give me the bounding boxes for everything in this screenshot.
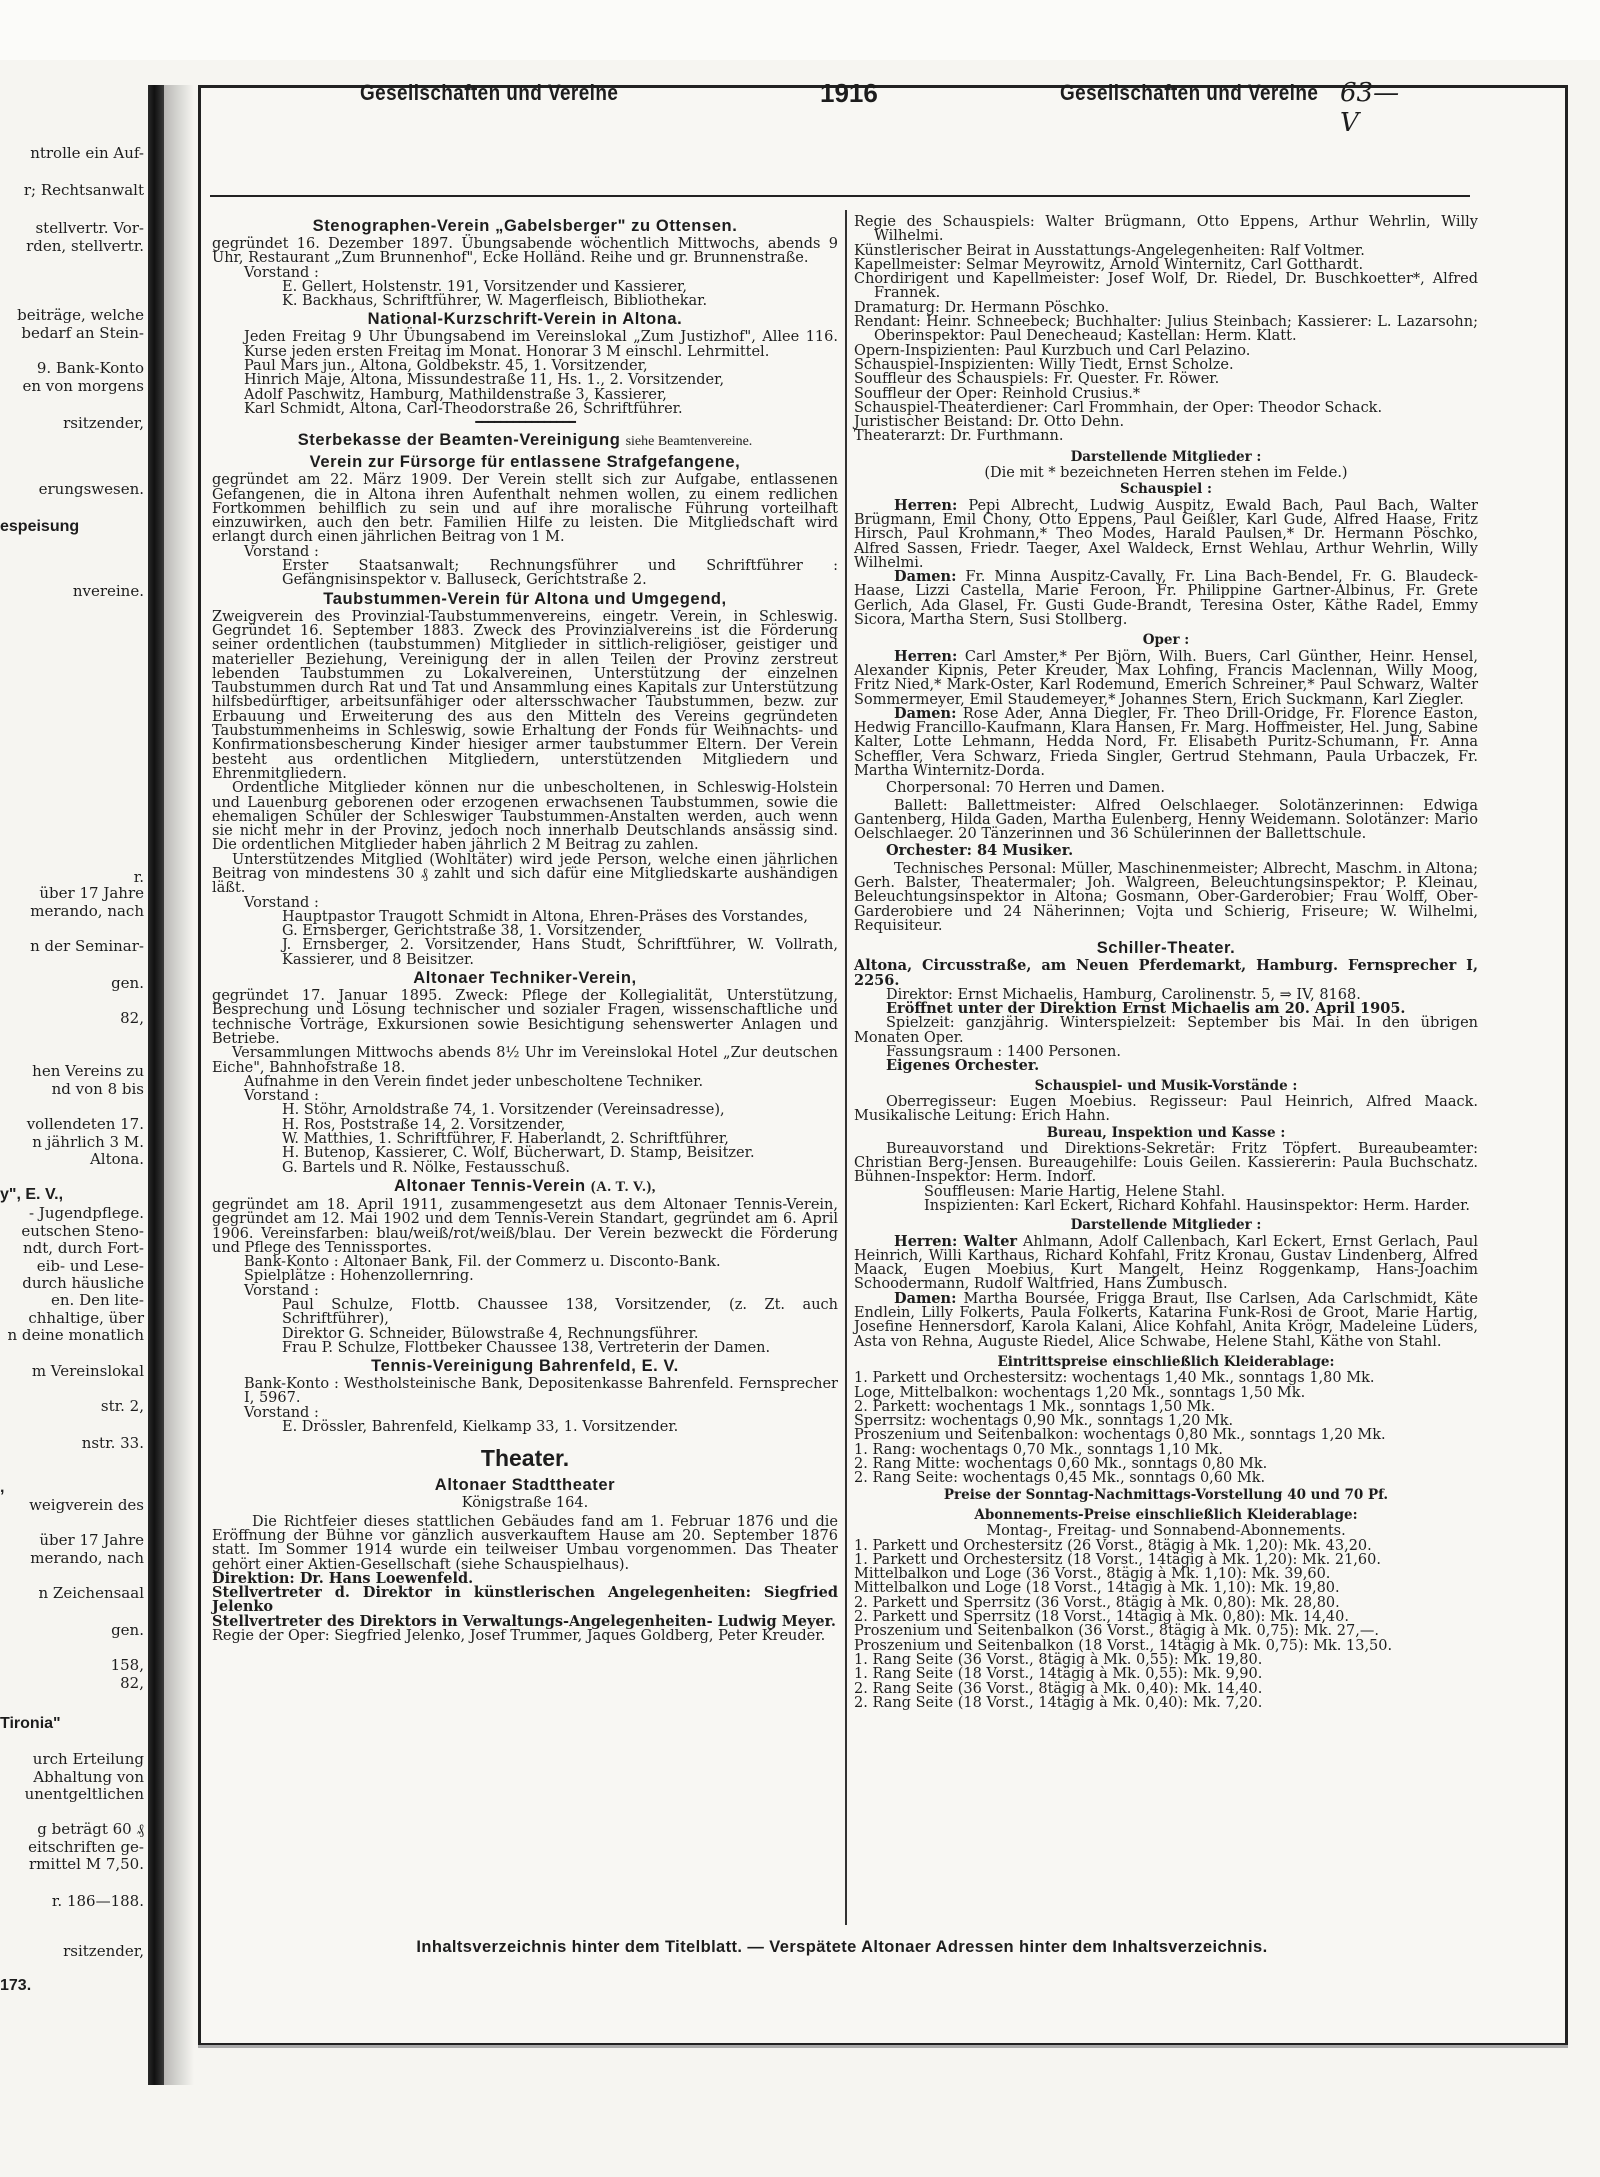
cast-list — [854, 1289, 1478, 1350]
entry-kurzschrift-verein — [212, 310, 838, 430]
member-line: H. Butenop, Kassierer, C. Wolf, Bücherwart, D. Stamp, Beisitzer. — [282, 1145, 755, 1162]
member-line: Paul Mars jun., Altona, Goldbekstr. 45, 1. Vorsitzender, — [244, 358, 648, 375]
price-line: 2. Rang Mitte: wochentags 0,60 Mk., sonntags 0,80 Mk. — [854, 1456, 1268, 1473]
prev-page-line: rden, stellvertr. — [26, 238, 144, 255]
prev-page-line: chhaltige, über — [28, 1310, 144, 1327]
prev-page-line: r. 186—188. — [51, 1893, 144, 1910]
price-line: 1. Parkett und Orchestersitz: wochentags 1,40 Mk., sonntags 1,80 Mk. — [854, 1370, 1375, 1387]
scan-margin — [0, 0, 1600, 60]
vorstand-label: Vorstand : — [244, 543, 319, 560]
prev-page-line: Tironia" — [0, 1715, 61, 1732]
prev-page-line: rsitzender, — [63, 1943, 144, 1960]
prev-page-line: en von morgens — [22, 378, 144, 395]
staff-line: Schauspiel-Theaterdiener: Carl Frommhain, der Oper: Theodor Schack. — [854, 399, 1383, 416]
entry-title: Altonaer Techniker-Verein, — [413, 969, 637, 988]
entry-schiller-theater — [854, 939, 1478, 1710]
prev-page-line: merando, nach — [30, 903, 144, 920]
prev-page-line: g beträgt 60 ₰ — [37, 1821, 144, 1838]
vorstand-label: Vorstand : — [244, 894, 319, 911]
member-line: K. Backhaus, Schriftführer, W. Magerfleisch, Bibliothekar. — [282, 293, 708, 310]
prev-page-line: n der Seminar- — [30, 938, 144, 955]
entry-text: gegründet 17. Januar 1895. Zweck: Pflege der Kollegialität, Unterstützung, Besprechung und Lösung technischer und sozialer Fragen, wissenschaftliche und technische Vorträge, Exkursionen sowie Besichtigung sehenswerter Anlagen und Betriebe. — [212, 988, 838, 1047]
running-head — [190, 78, 1410, 138]
stadttheater-staff-list — [854, 215, 1478, 444]
prev-page-line: unentgeltlichen — [24, 1786, 144, 1803]
price-line: Proszenium und Seitenbalkon (36 Vorst., 8tägig à Mk. 0,75): Mk. 27,—. — [854, 1623, 1379, 1640]
divider-ornament: ━━━━━━━━━━━━━━━━ — [475, 415, 575, 430]
prev-page-line: rsitzender, — [63, 415, 144, 432]
cast-label: Herren: Walter — [894, 1232, 1018, 1250]
vorstand-label: Vorstand : — [244, 1282, 319, 1299]
subheading: Bureau, Inspektion und Kasse : — [1046, 1124, 1286, 1141]
subheading: Eintrittspreise einschließlich Kleiderablage: — [997, 1353, 1335, 1370]
price-line: 1. Rang Seite (36 Vorst., 8tägig à Mk. 0,55): Mk. 19,80. — [854, 1651, 1263, 1668]
price-line: 2. Rang Seite (18 Vorst., 14tägig à Mk. 0,40): Mk. 7,20. — [854, 1694, 1263, 1711]
subheading: Oper : — [1142, 632, 1190, 649]
prev-page-line: weigverein des — [29, 1497, 144, 1514]
entry-text: Bank-Konto : Westholsteinische Bank, Depositenkasse Bahrenfeld. Fernsprecher I, 5967. — [244, 1376, 838, 1407]
prev-page-line: r; Rechtsanwalt — [23, 182, 144, 199]
entry-text: Unterstützendes Mitglied (Wohltäter) wird jede Person, welche einen jährlichen Beitrag von mindestens 30 ₰ zahlt und sich dafür eine Mitgliedskarte aushändigen läßt. — [212, 851, 838, 897]
cast-names: Martha Boursée, Frigga Braut, Ilse Carlsen, Ada Carlschmidt, Käte Endlein, Lilly Folkerts, Paula Folkerts, Katarina Funk-Rosi de Groot, Marie Hartig, Josefine Hennersdorf, Karola Kalani, Alice Kohfahl, Anita Krögr, Madeleine Lüders, Asta von Rehna, Auguste Riedel, Alice Schwabe, Helene Stahl, Käthe von Stahl. — [854, 1290, 1478, 1350]
subheading: Schauspiel : — [1120, 481, 1212, 498]
member-line: Adolf Paschwitz, Hamburg, Mathildenstraße 3, Kassierer, — [244, 386, 667, 403]
member-line: W. Matthies, 1. Schriftführer, F. Haberlandt, 2. Schriftführer, — [282, 1131, 729, 1148]
entry-text: gegründet am 18. April 1911, zusammengesetzt aus dem Altonaer Tennis-Verein, gegründet am 12. Mai 1902 und dem Tennis-Verein Standart, gegründet am 6. April 1906. Vereinsfarben: blau/weiß/rot/weiß/blau. Der Verein bezweckt die Förderung und Pflege des Tennissportes. — [212, 1196, 838, 1256]
cast-list — [854, 1232, 1478, 1293]
staff-line: Rendant: Heinr. Schneebeck; Buchhalter: Julius Steinbach; Kassierer: L. Lazarsohn; Oberinspektor: Paul Denecheaud; Kastellan: Herm. Klatt. — [854, 314, 1478, 345]
prev-page-line: eib- und Lese- — [36, 1258, 144, 1275]
prev-page-line: nvereine. — [72, 583, 144, 600]
prev-page-line: 173. — [0, 1977, 32, 1994]
price-list — [854, 1371, 1478, 1485]
entry-address: Königstraße 164. — [461, 1495, 589, 1512]
entry-title — [212, 1177, 838, 1197]
member-line: Hauptpastor Traugott Schmidt in Altona, Ehren-Präses des Vorstandes, — [282, 908, 808, 925]
price-line: Proszenium und Seitenbalkon: wochentags 0,80 Mk., sonntags 1,20 Mk. — [854, 1427, 1386, 1444]
entry-text: gegründet am 22. März 1909. Der Verein stellt sich zur Aufgabe, entlassenen Gefangenen, die in Altona ihren Aufenthalt nehmen wollen, zu einem redlichen Fortkommen behilflich zu sein und auf ihre moralische Führung vorteilhaft einzuwirken, auch den betr. Familien Hilfe zu leisten. Die Mitgliedschaft wird erlangt durch einen jährlichen Beitrag von 1 M. — [212, 472, 838, 546]
entry-text: Jeden Freitag 9 Uhr Übungsabend im Vereinslokal „Zum Justizhof", Allee 116. Kurse jeden ersten Freitag im Monat. Honorar 3 M einschl. Lehrmittel. — [244, 329, 838, 360]
header-right: Gesellschaften und Vereine — [1060, 80, 1319, 105]
prev-page-line: Altona. — [89, 1151, 144, 1168]
subheading: Darstellende Mitglieder : — [1070, 448, 1262, 465]
page-number: 63—V — [1340, 78, 1400, 138]
price-line: Mittelbalkon und Loge (18 Vorst., 14tägig à Mk. 1,10): Mk. 19,80. — [854, 1580, 1340, 1597]
cast-names: Ahlmann, Adolf Callenbach, Karl Eckert, Ernst Gerlach, Paul Heinrich, Willi Karthaus, Richard Kohfahl, Fritz Kronau, Gustav Lindenberg, Alfred Maack, Eugen Moebius, Kurt Mangelt, Heinz Roggenkamp, Hans-Joachim Schoodermann, Rudolf Waltfried, Hans Zumbusch. — [854, 1233, 1478, 1293]
entry-text: Versammlungen Mittwochs abends 8½ Uhr im Vereinslokal Hotel „Zur deutschen Eiche", Bahnhofstraße 18. — [212, 1045, 838, 1076]
entry-text: Inspizienten: Karl Eckert, Richard Kohfahl. Hausinspektor: Herm. Harder. — [924, 1198, 1471, 1214]
entry-text: Direktor: Ernst Michaelis, Hamburg, Carolinenstr. 5, ⇒ IV, 8168. — [886, 986, 1361, 1003]
staff-line: Theaterarzt: Dr. Furthmann. — [854, 428, 1064, 445]
prev-page-line: nd von 8 bis — [51, 1081, 144, 1098]
member-line: Karl Schmidt, Altona, Carl-Theodorstraße 26, Schriftführer. — [244, 400, 683, 417]
ensemble-line: Ballett: Ballettmeister: Alfred Oelschlaeger. Solotänzerinnen: Edwiga Gantenberg, Hilda Gaden, Martha Eulenberg, Henny Weidemann. Solotänzer: Mario Oelschlaeger. 20 Tänzerinnen und 36 Schülerinnen der Ballettschule. — [854, 797, 1478, 843]
prev-page-line: m Vereinslokal — [31, 1363, 144, 1380]
prev-page-line: , — [0, 1479, 5, 1496]
prev-page-line: - Jugendpflege. — [29, 1205, 144, 1222]
staff-line: Regie der Oper: Siegfried Jelenko, Josef Trummer, Jaques Goldberg, Peter Kreuder. — [212, 1628, 826, 1645]
previous-page-fragment — [0, 85, 148, 2085]
prev-page-line: vollendeten 17. — [26, 1116, 144, 1133]
cast-names: Fr. Minna Auspitz-Cavally, Fr. Lina Bach-Bendel, Fr. G. Blaudeck-Haase, Lizzi Castella, Marie Feroon, Fr. Philippine Gartner-Albinus, Fr. Grete Gerlich, Ada Glasel, Fr. Gusti Gude-Brandt, Teresina Oster, Käthe Radel, Emmy Sicora, Martha Stern, Susi Stollberg. — [854, 569, 1478, 629]
entry-note: siehe Beamtenvereine. — [625, 434, 753, 450]
prev-page-line: urch Erteilung — [32, 1751, 144, 1768]
prev-page-line: r. — [133, 869, 144, 886]
cast-names: Carl Amster,* Per Björn, Wilh. Buers, Carl Günther, Heinr. Hensel, Alexander Kipnis, Peter Kreuder, Max Lohfing, Francis Maclennan, Willy Moog, Fritz Nied,* Mark-Oster, Karl Rodemund, Emerich Schreiner,* Paul Schwarz, Walter Sommermeyer, Emil Staudemeyer,* Johannes Stern, Erich Suckmann, Karl Ziegler. — [854, 648, 1479, 708]
prev-page-line: n jährlich 3 M. — [32, 1134, 144, 1151]
prev-page-line: y", E. V., — [0, 1186, 64, 1203]
price-line: 2. Rang Seite (36 Vorst., 8tägig à Mk. 0,40): Mk. 14,40. — [854, 1680, 1263, 1697]
entry-text: Bureauvorstand und Direktions-Sekretär: Fritz Töpfert. Bureaubeamter: Christian Berg-Jensen. Bureaugehilfe: Louis Geilen. Kassiererin: Paula Buchschatz. Bühnen-Inspektor: Herm. Indorf. — [854, 1140, 1478, 1186]
header-left: Gesellschaften und Vereine — [360, 80, 619, 105]
entry-text: Aufnahme in den Verein findet jeder unbescholtene Techniker. — [244, 1073, 704, 1090]
subheading-note: Montag-, Freitag- und Sonnabend-Abonnements. — [986, 1523, 1346, 1540]
staff-line: Juristischer Beistand: Dr. Otto Dehn. — [854, 414, 1125, 431]
staff-line: Künstlerischer Beirat in Ausstattungs-Angelegenheiten: Ralf Voltmer. — [854, 242, 1365, 259]
prev-page-line: 158, — [110, 1657, 144, 1674]
prev-page-line: ndt, durch Fort- — [23, 1240, 144, 1257]
prev-page-line: espeisung — [0, 518, 80, 535]
entry-address: Altona, Circusstraße, am Neuen Pferdemarkt, Hamburg. Fernsprecher I, 2256. — [854, 957, 1478, 989]
price-line: Loge, Mittelbalkon: wochentags 1,20 Mk., sonntags 1,50 Mk. — [854, 1384, 1306, 1401]
member-line: Frau P. Schulze, Flottbeker Chaussee 138, Vertreterin der Damen. — [282, 1339, 771, 1356]
entry-text: Spielplätze : Hohenzollernring. — [244, 1268, 474, 1285]
ensemble-line: Technisches Personal: Müller, Maschinenmeister; Albrecht, Maschm. in Altona; Gerh. Balster, Theatermaler; Joh. Walgreen, Beleuchtungsinspektor; P. Kleinau, Beleuchtungsinspektor in Altona; Gosmann, Ober-Garderobier; Frau Wolff, Ober-Garderobiere und 24 Näherinnen; Vojta und Schierig, Friseure; W. Wilhelmi, Requisiteur. — [854, 860, 1479, 934]
entry-title: Stenographen-Verein „Gabelsberger" zu Ottensen. — [312, 217, 738, 235]
staff-line: Stellvertreter des Direktors in Verwaltungs-Angelegenheiten- Ludwig Meyer. — [212, 1612, 836, 1630]
prev-page-line: 82, — [120, 1675, 144, 1692]
price-line: 2. Parkett und Sperrsitz (18 Vorst., 14tägig à Mk. 0,80): Mk. 14,40. — [854, 1609, 1349, 1626]
prev-page-line: beiträge, welche — [17, 307, 144, 324]
prev-page-line: n Zeichensaal — [38, 1585, 144, 1602]
member-line: J. Ernsberger, 2. Vorsitzender, Hans Studt, Schriftführer, W. Vollrath, Kassierer, und 8 Beisitzer. — [282, 937, 838, 968]
member-line: Hinrich Maje, Altona, Missundestraße 11, Hs. 1., 2. Vorsitzender, — [244, 372, 725, 389]
prev-page-line: merando, nach — [30, 1550, 144, 1567]
header-rule — [210, 195, 1470, 197]
price-line: 2. Parkett und Sperrsitz (36 Vorst., 8tägig à Mk. 0,80): Mk. 28,80. — [854, 1594, 1340, 1611]
price-line: 2. Parkett: wochentags 1 Mk., sonntags 1,50 Mk. — [854, 1398, 1216, 1415]
spine-shadow — [164, 85, 194, 2085]
prev-page-line: eutschen Steno- — [21, 1223, 144, 1240]
cast-label: Damen: — [894, 568, 957, 586]
page-bottom-edge — [198, 2045, 1568, 2048]
cast-label: Herren: — [894, 496, 958, 514]
footer-note: Inhaltsverzeichnis hinter dem Titelblatt. — Verspätete Altonaer Adressen hinter dem Inhaltsverzeichnis. — [416, 1938, 1268, 1956]
prev-page-line: ntrolle ein Auf- — [30, 145, 144, 162]
entry-taubstummen-verein — [212, 590, 838, 967]
member-line: Erster Staatsanwalt; Rechnungsführer und Schriftführer : Gefängnisinspektor v. Balluseck, Gerichtstraße 2. — [282, 558, 838, 589]
price-line: 1. Rang Seite (18 Vorst., 14tägig à Mk. 0,55): Mk. 9,90. — [854, 1666, 1263, 1683]
prev-page-line: über 17 Jahre — [39, 1532, 144, 1549]
entry-techniker-verein — [212, 969, 838, 1175]
cast-label: Damen: — [894, 1289, 957, 1307]
entry-tennis-verein — [212, 1177, 838, 1355]
prev-page-line: Abhaltung von — [33, 1769, 144, 1786]
prev-page-line: hen Vereins zu — [32, 1063, 144, 1080]
entry-text: Spielzeit: ganzjährig. Winterspielzeit: September bis Mai. In den übrigen Monaten Oper. — [854, 1015, 1478, 1046]
staff-line: Souffleur des Schauspiels: Fr. Quester. Fr. Röwer. — [854, 371, 1220, 388]
entry-text: Eröffnet unter der Direktion Ernst Michaelis am 20. April 1905. — [886, 1000, 1406, 1018]
entry-title-text: Sterbekasse der Beamten-Vereinigung — [297, 431, 621, 450]
price-line: 1. Parkett und Orchestersitz (26 Vorst., 8tägig à Mk. 1,20): Mk. 43,20. — [854, 1537, 1372, 1554]
member-line: G. Bartels und R. Nölke, Festausschuß. — [282, 1159, 571, 1176]
entry-text: Fassungsraum : 1400 Personen. — [886, 1044, 1121, 1061]
subscription-price-list — [854, 1539, 1478, 1711]
prev-page-line: rmittel M 7,50. — [29, 1856, 144, 1873]
price-line: Mittelbalkon und Loge (36 Vorst., 8tägig à Mk. 1,10): Mk. 39,60. — [854, 1566, 1331, 1583]
subheading: Schauspiel- und Musik-Vorstände : — [1034, 1077, 1298, 1094]
ensemble-line: Orchester: 84 Musiker. — [886, 842, 1074, 860]
entry-text: gegründet 16. Dezember 1897. Übungsabende wöchentlich Mittwochs, abends 9 Uhr, Restaurant „Zum Brunnenhof", Ecke Holländ. Reihe und gr. Brunnenstraße. — [212, 236, 838, 267]
cast-label: Damen: — [894, 704, 957, 722]
staff-line: Kapellmeister: Selmar Meyrowitz, Arnold Winternitz, Carl Gotthardt. — [854, 256, 1364, 273]
prev-page-line: gen. — [111, 975, 144, 992]
member-line: Direktor G. Schneider, Bülowstraße 4, Rechnungsführer. — [282, 1325, 699, 1342]
entry-title: Taubstummen-Verein für Altona und Umgegend, — [323, 589, 727, 608]
vorstand-label: Vorstand : — [244, 264, 319, 281]
entry-title — [212, 431, 838, 451]
staff-line: Dramaturg: Dr. Hermann Pöschko. — [854, 299, 1110, 316]
prev-page-line: gen. — [111, 1622, 144, 1639]
entry-title-text: Altonaer Tennis-Verein — [393, 1176, 586, 1195]
book-spine — [148, 85, 164, 2085]
prev-page-line: erungswesen. — [38, 481, 144, 498]
staff-line: Opern-Inspizienten: Paul Kurzbuch und Carl Pelazino. — [854, 342, 1251, 359]
prev-page-line: stellvertr. Vor- — [35, 220, 144, 237]
entry-sterbekasse — [212, 431, 838, 451]
prev-page-line: bedarf an Stein- — [21, 325, 144, 342]
member-line: E. Drössler, Bahrenfeld, Kielkamp 33, 1. Vorsitzender. — [282, 1419, 679, 1436]
section-theater — [212, 1444, 838, 1643]
cast-names: Rose Ader, Anna Diegler, Fr. Theo Drill-Oridge, Fr. Florence Easton, Hedwig Francillo-Kaufmann, Klara Hansen, Fr. Marg. Hoffmeister, Hel. Jung, Sabine Kalter, Lotte Lehmann, Hedda Nord, Fr. Elisabeth Puritz-Schumann, Fr. Anna Scheffler, Vera Schwarz, Frieda Singler, Gertrud Stehmann, Paula Urbaczek, Fr. Martha Winternitz-Dorda. — [854, 705, 1479, 779]
entry-text: Ordentliche Mitglieder können nur die unbescholtenen, in Schleswig-Holstein und Lauenburg geborenen oder erzogenen erwachsenen Taubstummen, sowie die ehemaligen Schüler der Schleswiger Taubstummen-Anstalten werden, auch wenn sie nicht mehr in der Provinz, jedoch noch innerhalb Deutschlands ansässig sind. Die ordentlichen Mitglieder haben jährlich 2 M Beitrag zu zahlen. — [212, 780, 838, 854]
prev-page-line: 82, — [120, 1010, 144, 1027]
staff-line: Direktion: Dr. Hans Loewenfeld. — [212, 1569, 474, 1587]
vorstand-label: Vorstand : — [244, 1404, 319, 1421]
price-line: Proszenium und Seitenbalkon (18 Vorst., 14tägig à Mk. 0,75): Mk. 13,50. — [854, 1637, 1393, 1654]
prev-page-line: en. Den lite- — [51, 1292, 144, 1309]
member-line: Paul Schulze, Flottb. Chaussee 138, Vorsitzender, (z. Zt. auch Schriftführer), — [282, 1297, 838, 1328]
entry-title: Tennis-Vereinigung Bahrenfeld, E. V. — [371, 1357, 679, 1376]
note: (Die mit * bezeichneten Herren stehen im Felde.) — [984, 465, 1348, 482]
member-line: H. Stöhr, Arnoldstraße 74, 1. Vorsitzender (Vereinsadresse), — [282, 1102, 725, 1119]
member-line: G. Ernsberger, Gerichtstraße 38, 1. Vorsitzender, — [282, 923, 643, 940]
ensemble-line: Chorpersonal: 70 Herren und Damen. — [886, 780, 1165, 797]
left-column — [212, 215, 838, 1643]
cast-list — [854, 496, 1478, 571]
entry-text: Souffleusen: Marie Hartig, Helene Stahl. — [924, 1183, 1226, 1200]
prev-page-line: n deine monatlich — [7, 1327, 144, 1344]
prev-page-line: durch häusliche — [22, 1275, 144, 1292]
entry-title: Verein zur Fürsorge für entlassene Strafgefangene, — [309, 453, 741, 472]
price-line: 1. Parkett und Orchestersitz (18 Vorst., 14tägig à Mk. 1,20): Mk. 21,60. — [854, 1551, 1381, 1568]
cast-list — [854, 570, 1478, 627]
header-year: 1916 — [820, 78, 878, 108]
staff-line: Stellvertreter d. Direktor in künstlerischen Angelegenheiten: Siegfried Jelenko — [212, 1584, 838, 1616]
entry-text: Eigenes Orchester. — [886, 1057, 1040, 1075]
staff-line: Schauspiel-Inspizienten: Willy Tiedt, Ernst Scholze. — [854, 356, 1234, 373]
prev-page-line: str. 2, — [100, 1398, 144, 1415]
entry-text: Bank-Konto : Altonaer Bank, Fil. der Commerz u. Disconto-Bank. — [244, 1254, 721, 1271]
price-note: Preise der Sonntag-Nachmittags-Vorstellung 40 und 70 Pf. — [943, 1486, 1389, 1503]
entry-text: Zweigverein des Provinzial-Taubstummenvereins, eingetr. Verein, in Schleswig. Gegründet 16. September 1883. Zweck des Provinzialvereins ist die Förderung seiner ordentlichen (taubstummen) Mitglieder in sittlich-religiöser, geistiger und materieller Beziehung, Vereinigung der in allen Teilen der Provinz zerstreut lebenden Taubstummen zu Lokalvereinen, Unterstützung der einzelnen Taubstummen durch Rat und Tat und Ansammlung eines Kapitals zur Unterstützung hilfsbedürftiger, arbeitsunfähiger oder altersschwacher Taubstummen, bezw. zur Erbauung und Erweiterung des aus den Mitteln des Vereins gegründeten Taubstummenheims in Schleswig, sowie Erhaltung der Fonds für Weihnachts- und Konfirmationsbescherung Kinder hiesiger armer taubstummer Eltern. Der Verein besteht aus ordentlichen Mitgliedern, unterstützenden Mitgliedern und Ehrenmitgliedern. — [212, 608, 838, 782]
column-divider — [845, 210, 847, 1925]
right-column — [854, 215, 1478, 1710]
member-line: H. Ros, Poststraße 14, 2. Vorsitzender, — [282, 1116, 566, 1133]
section-heading: Theater. — [480, 1445, 570, 1472]
subheading: Abonnements-Preise einschließlich Kleiderablage: — [974, 1506, 1358, 1523]
prev-page-line: eitschriften ge- — [28, 1839, 144, 1856]
prev-page-line: über 17 Jahre — [39, 885, 144, 902]
entry-stenographen-verein — [212, 217, 838, 308]
entry-fuersorge-verein — [212, 453, 838, 587]
entry-text: Oberregisseur: Eugen Moebius. Regisseur: Paul Heinrich, Alfred Maack. Musikalische Leitung: Erich Hahn. — [854, 1093, 1478, 1125]
price-line: Sperrsitz: wochentags 0,90 Mk., sonntags 1,20 Mk. — [854, 1413, 1234, 1430]
vorstand-label: Vorstand : — [244, 1088, 319, 1105]
staff-line: Souffleur der Oper: Reinhold Crusius.* — [854, 385, 1141, 402]
prev-page-line: nstr. 33. — [81, 1435, 144, 1452]
staff-line: Chordirigent und Kapellmeister: Josef Wolf, Dr. Riedel, Dr. Buschkoetter*, Alfred Frannek. — [854, 271, 1478, 302]
entry-abbreviation: (A. T. V.), — [590, 1178, 657, 1195]
prev-page-line: 9. Bank-Konto — [36, 360, 144, 377]
member-line: E. Gellert, Holstenstr. 191, Vorsitzender und Kassierer, — [282, 278, 687, 295]
cast-names: Pepi Albrecht, Ludwig Auspitz, Ewald Bach, Paul Bach, Walter Brügmann, Emil Chony, Otto Eppens, Paul Geißler, Karl Gude, Alfred Haase, Fritz Hirsch, Paul Krohmann,* Theo Modes, Harald Paulsen,* Dr. Hermann Pöschko, Alfred Sassen, Friedr. Taeger, Axel Waldeck, Ernst Wehlau, Arthur Wehrlin, Willy Wilhelmi. — [854, 497, 1478, 571]
entry-title: National-Kurzschrift-Verein in Altona. — [367, 310, 683, 329]
entry-title: Schiller-Theater. — [1096, 939, 1236, 958]
subheading: Darstellende Mitglieder : — [1070, 1217, 1262, 1234]
entry-tennis-vereinigung-bahrenfeld — [212, 1357, 838, 1434]
cast-list — [854, 704, 1479, 779]
cast-list — [854, 647, 1479, 708]
entry-text: Die Richtfeier dieses stattlichen Gebäudes fand am 1. Februar 1876 und die Eröffnung der Bühne vor gänzlich ausverkauftem Hause am 20. September 1876 statt. Im Sommer 1914 wurde ein teilweiser Umbau vorgenommen. Das Theater gehört einer Aktien-Gesellschaft (siehe Schauspielhaus). — [212, 1513, 838, 1573]
staff-line: Regie des Schauspiels: Walter Brügmann, Otto Eppens, Arthur Wehrlin, Willy Wilhelmi. — [854, 214, 1478, 245]
entry-title: Altonaer Stadttheater — [434, 1476, 616, 1495]
cast-label: Herren: — [894, 647, 958, 665]
price-line: 1. Rang: wochentags 0,70 Mk., sonntags 1,10 Mk. — [854, 1441, 1223, 1458]
price-line: 2. Rang Seite: wochentags 0,45 Mk., sonntags 0,60 Mk. — [854, 1470, 1266, 1487]
